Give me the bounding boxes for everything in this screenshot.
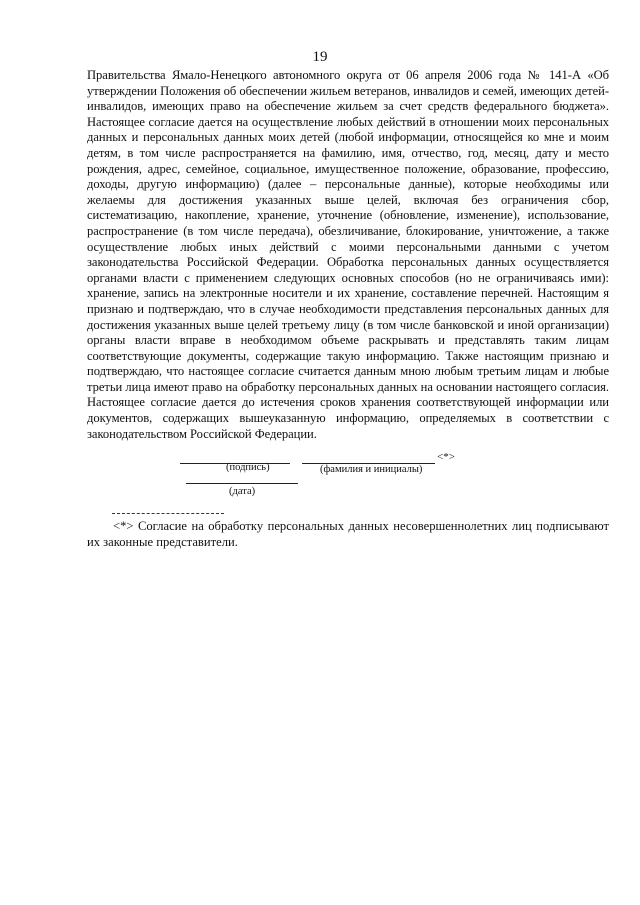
date-line bbox=[186, 483, 298, 484]
page-number: 19 bbox=[312, 49, 328, 65]
name-caption: (фамилия и инициалы) bbox=[320, 464, 423, 475]
footnote-text: <*> Согласие на обработку персональных данных несовершеннолетних лиц подписывают их законные представители. bbox=[87, 519, 609, 549]
signature-caption: (подпись) bbox=[226, 462, 270, 473]
consent-body-text: Правительства Ямало-Ненецкого автономного округа от 06 апреля 2006 года № 141-А «Об утверждении Положения об обеспечении жильем ветеранов, инвалидов и семей, имеющих детей-инвалидов, имеющих право на обеспечение жильем за счет средств федерального бюджета». Настоящее согласие дается на осуществление любых действий в отношении моих персональных данных и персональных данных моих детей (любой информации, относящейся ко мне и моим детям, в том числе распространяется на фамилию, имя, отчество, год, месяц, дату и место рождения, адрес, семейное, социальное, имущественное положение, образование, профессию, доходы, другую информацию) (далее – персональные данные), которые необходимы или желаемы для достижения указанных выше целей, включая без ограничения сбор, систематизацию, накопление, хранение, уточнение (обновление, изменение), использование, распространение (в том числе передача), обезличивание, блокирование, уничтожение, а также осуществление любых иных действий с моими персональными данными с учетом законодательства Российской Федерации. Обработка персональных данных осуществляется органами власти с применением следующих основных способов (но не ограничиваясь ими): хранение, запись на электронные носители и их хранение, составление перечней. Настоящим я признаю и подтверждаю, что в случае необходимости представления персональных данных для достижения указанных выше целей третьему лицу (в том числе банковской и иной организации) органы власти вправе в необходимом объеме раскрывать и представлять таким лицам соответствующие документы, содержащие такую информацию. Также настоящим признаю и подтверждаю, что настоящее согласие считается данным мною любым третьим лицам и любые третьи лица имеют право на обработку персональных данных на основании настоящего согласия. Настоящее согласие дается до истечения сроков хранения соответствующей информации или документов, содержащих вышеуказанную информацию, определяемых в соответствии с законодательством Российской Федерации. bbox=[87, 68, 609, 441]
date-caption: (дата) bbox=[229, 486, 256, 497]
signature-block bbox=[0, 450, 640, 510]
footnote-divider bbox=[112, 513, 224, 514]
signature-footnote-marker: <*> bbox=[437, 451, 455, 463]
